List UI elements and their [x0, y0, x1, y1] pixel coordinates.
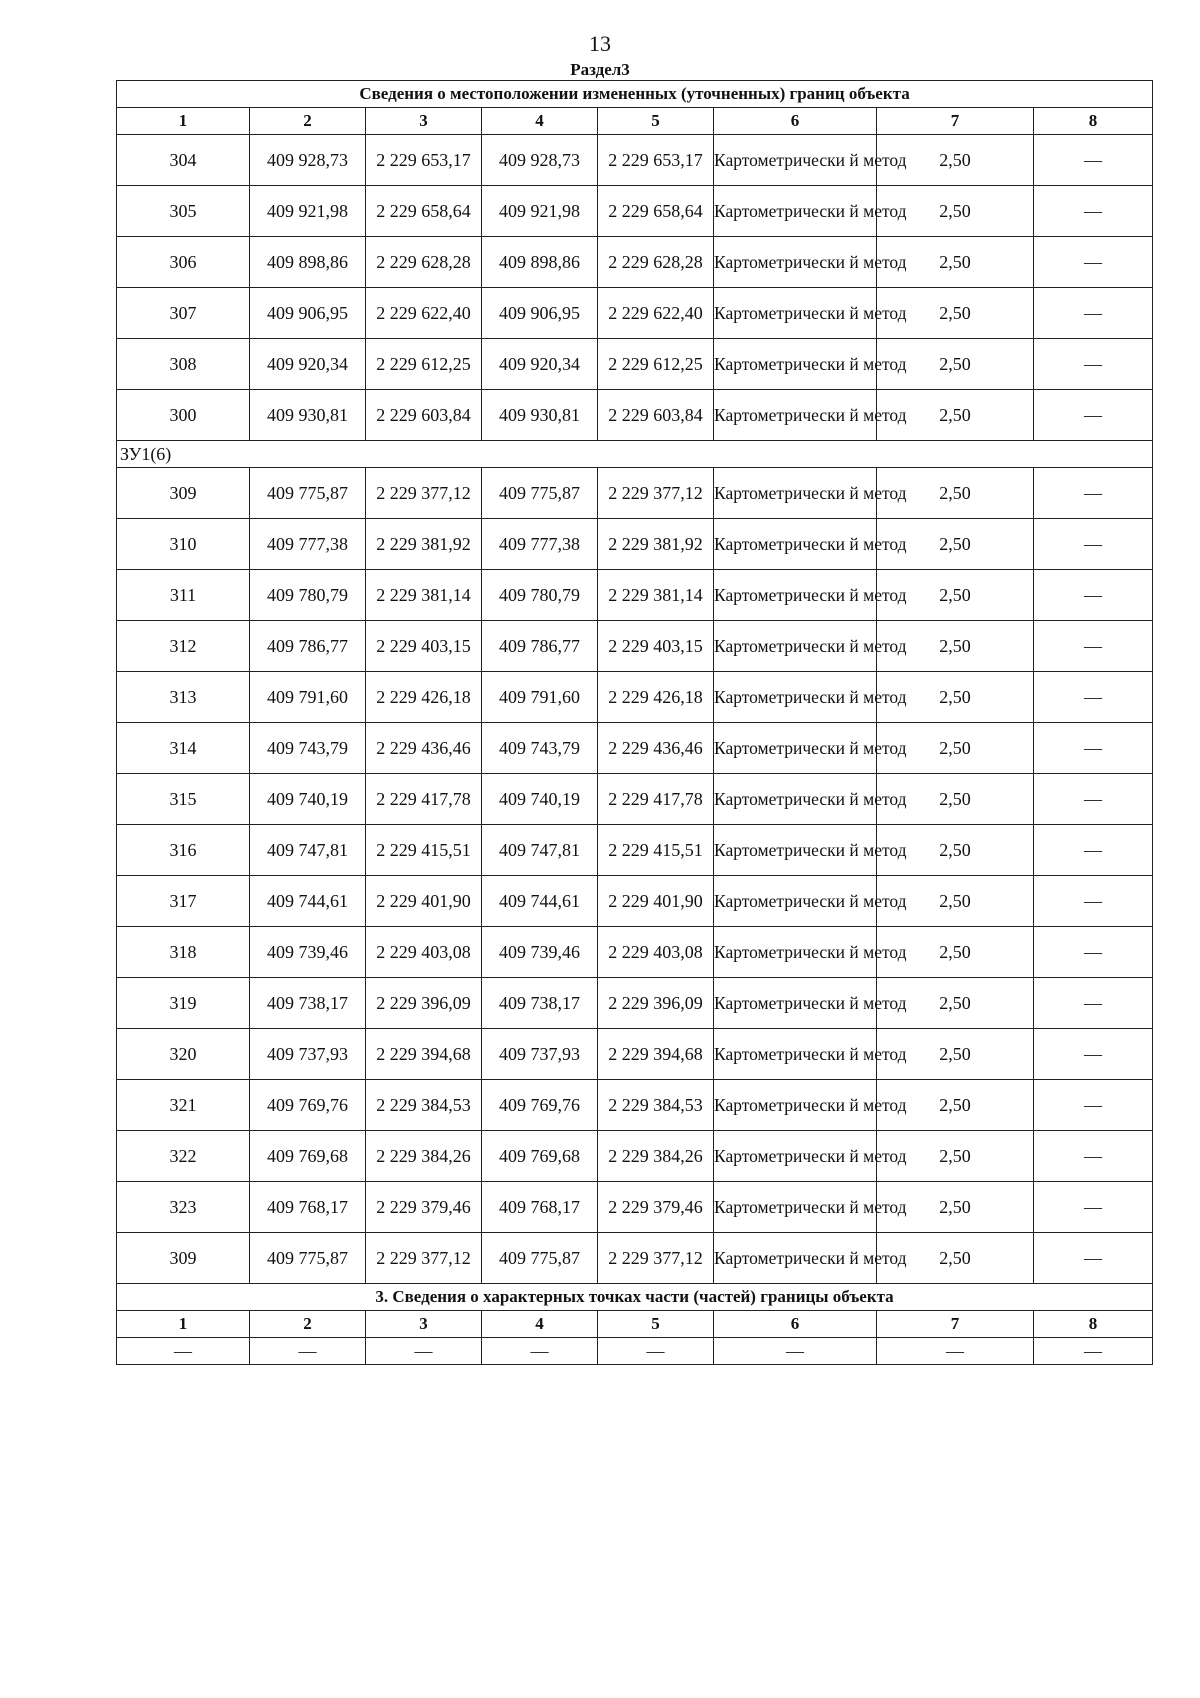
existing-y-cell: 2 229 436,46 — [366, 723, 482, 774]
point-number-cell: 308 — [117, 339, 250, 390]
method-cell: Картометрически й метод — [714, 570, 877, 621]
existing-x-cell: 409 768,17 — [250, 1182, 366, 1233]
description-cell: — — [1034, 570, 1153, 621]
table-row — [117, 186, 1153, 237]
description-cell: — — [1034, 927, 1153, 978]
new-x-cell: 409 744,61 — [482, 876, 598, 927]
point-number-cell: 300 — [117, 390, 250, 441]
description-cell: — — [1034, 390, 1153, 441]
existing-y-cell: 2 229 377,12 — [366, 1233, 482, 1284]
description-cell: — — [1034, 1233, 1153, 1284]
new-x-cell: 409 777,38 — [482, 519, 598, 570]
existing-y-cell: 2 229 403,08 — [366, 927, 482, 978]
accuracy-cell: 2,50 — [877, 1131, 1034, 1182]
description-cell: — — [1034, 876, 1153, 927]
existing-x-cell: 409 906,95 — [250, 288, 366, 339]
table-row — [117, 1029, 1153, 1080]
existing-x-cell: 409 769,68 — [250, 1131, 366, 1182]
table3-column-header-7: 7 — [877, 1311, 1034, 1338]
description-cell: — — [1034, 135, 1153, 186]
new-x-cell: 409 898,86 — [482, 237, 598, 288]
description-cell: — — [1034, 825, 1153, 876]
table-row — [117, 390, 1153, 441]
new-x-cell: 409 769,76 — [482, 1080, 598, 1131]
point-number-cell: 309 — [117, 468, 250, 519]
table-row — [117, 135, 1153, 186]
description-cell: — — [1034, 1029, 1153, 1080]
column-header-5: 5 — [598, 108, 714, 135]
table3-existing-y-cell: — — [366, 1338, 482, 1365]
table3-title-row — [117, 1284, 1153, 1311]
accuracy-cell: 2,50 — [877, 1233, 1034, 1284]
new-y-cell: 2 229 658,64 — [598, 186, 714, 237]
method-cell: Картометрически й метод — [714, 1182, 877, 1233]
existing-x-cell: 409 921,98 — [250, 186, 366, 237]
table3-column-header-5: 5 — [598, 1311, 714, 1338]
new-x-cell: 409 780,79 — [482, 570, 598, 621]
existing-y-cell: 2 229 384,53 — [366, 1080, 482, 1131]
existing-x-cell: 409 740,19 — [250, 774, 366, 825]
table-row — [117, 825, 1153, 876]
new-x-cell: 409 747,81 — [482, 825, 598, 876]
existing-x-cell: 409 780,79 — [250, 570, 366, 621]
new-y-cell: 2 229 622,40 — [598, 288, 714, 339]
table3-method-cell: — — [714, 1338, 877, 1365]
accuracy-cell: 2,50 — [877, 825, 1034, 876]
existing-y-cell: 2 229 628,28 — [366, 237, 482, 288]
existing-y-cell: 2 229 377,12 — [366, 468, 482, 519]
new-x-cell: 409 738,17 — [482, 978, 598, 1029]
column-header-4: 4 — [482, 108, 598, 135]
new-x-cell: 409 920,34 — [482, 339, 598, 390]
description-cell: — — [1034, 621, 1153, 672]
accuracy-cell: 2,50 — [877, 723, 1034, 774]
description-cell: — — [1034, 1182, 1153, 1233]
point-number-cell: 316 — [117, 825, 250, 876]
point-number-cell: 310 — [117, 519, 250, 570]
existing-x-cell: 409 928,73 — [250, 135, 366, 186]
accuracy-cell: 2,50 — [877, 1080, 1034, 1131]
existing-y-cell: 2 229 381,92 — [366, 519, 482, 570]
existing-x-cell: 409 739,46 — [250, 927, 366, 978]
existing-x-cell: 409 744,61 — [250, 876, 366, 927]
table3-row — [117, 1338, 1153, 1365]
existing-x-cell: 409 737,93 — [250, 1029, 366, 1080]
method-cell: Картометрически й метод — [714, 825, 877, 876]
table3-existing-x-cell: — — [250, 1338, 366, 1365]
existing-x-cell: 409 920,34 — [250, 339, 366, 390]
description-cell: — — [1034, 339, 1153, 390]
point-number-cell: 307 — [117, 288, 250, 339]
accuracy-cell: 2,50 — [877, 978, 1034, 1029]
page-number: 13 — [589, 31, 611, 56]
existing-x-cell: 409 775,87 — [250, 468, 366, 519]
new-x-cell: 409 928,73 — [482, 135, 598, 186]
table-row — [117, 1080, 1153, 1131]
new-y-cell: 2 229 394,68 — [598, 1029, 714, 1080]
existing-y-cell: 2 229 379,46 — [366, 1182, 482, 1233]
description-cell: — — [1034, 237, 1153, 288]
table-title: Сведения о местоположении измененных (уточненных) границ объекта — [117, 81, 1153, 108]
column-header-row — [117, 108, 1153, 135]
description-cell: — — [1034, 774, 1153, 825]
description-cell: — — [1034, 1131, 1153, 1182]
point-number-cell: 312 — [117, 621, 250, 672]
accuracy-cell: 2,50 — [877, 774, 1034, 825]
table3-column-header-1: 1 — [117, 1311, 250, 1338]
table-row — [117, 927, 1153, 978]
table-row — [117, 288, 1153, 339]
accuracy-cell: 2,50 — [877, 570, 1034, 621]
existing-y-cell: 2 229 403,15 — [366, 621, 482, 672]
new-y-cell: 2 229 628,28 — [598, 237, 714, 288]
method-cell: Картометрически й метод — [714, 876, 877, 927]
accuracy-cell: 2,50 — [877, 621, 1034, 672]
new-y-cell: 2 229 426,18 — [598, 672, 714, 723]
existing-y-cell: 2 229 417,78 — [366, 774, 482, 825]
existing-y-cell: 2 229 603,84 — [366, 390, 482, 441]
new-x-cell: 409 740,19 — [482, 774, 598, 825]
new-y-cell: 2 229 415,51 — [598, 825, 714, 876]
description-cell: — — [1034, 288, 1153, 339]
boundary-table — [116, 80, 1153, 1365]
column-header-7: 7 — [877, 108, 1034, 135]
point-number-cell: 321 — [117, 1080, 250, 1131]
new-x-cell: 409 737,93 — [482, 1029, 598, 1080]
new-y-cell: 2 229 384,53 — [598, 1080, 714, 1131]
table3-accuracy-cell: — — [877, 1338, 1034, 1365]
method-cell: Картометрически й метод — [714, 723, 877, 774]
new-y-cell: 2 229 612,25 — [598, 339, 714, 390]
method-cell: Картометрически й метод — [714, 288, 877, 339]
table3-column-header-2: 2 — [250, 1311, 366, 1338]
new-x-cell: 409 906,95 — [482, 288, 598, 339]
existing-y-cell: 2 229 396,09 — [366, 978, 482, 1029]
method-cell: Картометрически й метод — [714, 390, 877, 441]
accuracy-cell: 2,50 — [877, 339, 1034, 390]
new-y-cell: 2 229 436,46 — [598, 723, 714, 774]
point-number-cell: 314 — [117, 723, 250, 774]
description-cell: — — [1034, 723, 1153, 774]
description-cell: — — [1034, 468, 1153, 519]
accuracy-cell: 2,50 — [877, 1029, 1034, 1080]
description-cell: — — [1034, 186, 1153, 237]
description-cell: — — [1034, 519, 1153, 570]
method-cell: Картометрически й метод — [714, 519, 877, 570]
accuracy-cell: 2,50 — [877, 876, 1034, 927]
table3-column-header-6: 6 — [714, 1311, 877, 1338]
new-x-cell: 409 775,87 — [482, 468, 598, 519]
existing-y-cell: 2 229 622,40 — [366, 288, 482, 339]
existing-y-cell: 2 229 426,18 — [366, 672, 482, 723]
table-title-row — [117, 81, 1153, 108]
existing-y-cell: 2 229 384,26 — [366, 1131, 482, 1182]
accuracy-cell: 2,50 — [877, 186, 1034, 237]
accuracy-cell: 2,50 — [877, 519, 1034, 570]
point-number-cell: 315 — [117, 774, 250, 825]
method-cell: Картометрически й метод — [714, 1233, 877, 1284]
table-row — [117, 1131, 1153, 1182]
method-cell: Картометрически й метод — [714, 339, 877, 390]
existing-x-cell: 409 747,81 — [250, 825, 366, 876]
table3-title: 3. Сведения о характерных точках части (частей) границы объекта — [117, 1284, 1153, 1311]
existing-x-cell: 409 898,86 — [250, 237, 366, 288]
point-number-cell: 320 — [117, 1029, 250, 1080]
existing-x-cell: 409 775,87 — [250, 1233, 366, 1284]
new-y-cell: 2 229 417,78 — [598, 774, 714, 825]
new-x-cell: 409 791,60 — [482, 672, 598, 723]
table3-header-row — [117, 1311, 1153, 1338]
description-cell: — — [1034, 978, 1153, 1029]
table-row — [117, 672, 1153, 723]
point-number-cell: 323 — [117, 1182, 250, 1233]
new-y-cell: 2 229 377,12 — [598, 1233, 714, 1284]
new-y-cell: 2 229 377,12 — [598, 468, 714, 519]
existing-y-cell: 2 229 381,14 — [366, 570, 482, 621]
table-row — [117, 978, 1153, 1029]
table-row — [117, 774, 1153, 825]
existing-x-cell: 409 743,79 — [250, 723, 366, 774]
new-y-cell: 2 229 379,46 — [598, 1182, 714, 1233]
point-number-cell: 322 — [117, 1131, 250, 1182]
accuracy-cell: 2,50 — [877, 390, 1034, 441]
accuracy-cell: 2,50 — [877, 135, 1034, 186]
description-cell: — — [1034, 1080, 1153, 1131]
accuracy-cell: 2,50 — [877, 1182, 1034, 1233]
new-y-cell: 2 229 401,90 — [598, 876, 714, 927]
table3-point-number-cell: — — [117, 1338, 250, 1365]
table3-description-cell: — — [1034, 1338, 1153, 1365]
method-cell: Картометрически й метод — [714, 468, 877, 519]
point-number-cell: 306 — [117, 237, 250, 288]
existing-y-cell: 2 229 653,17 — [366, 135, 482, 186]
table3-column-header-3: 3 — [366, 1311, 482, 1338]
table-row — [117, 1233, 1153, 1284]
new-y-cell: 2 229 403,15 — [598, 621, 714, 672]
method-cell: Картометрически й метод — [714, 1131, 877, 1182]
method-cell: Картометрически й метод — [714, 672, 877, 723]
table3-column-header-8: 8 — [1034, 1311, 1153, 1338]
point-number-cell: 305 — [117, 186, 250, 237]
new-x-cell: 409 769,68 — [482, 1131, 598, 1182]
new-x-cell: 409 768,17 — [482, 1182, 598, 1233]
existing-y-cell: 2 229 394,68 — [366, 1029, 482, 1080]
new-y-cell: 2 229 403,08 — [598, 927, 714, 978]
new-y-cell: 2 229 381,92 — [598, 519, 714, 570]
new-y-cell: 2 229 384,26 — [598, 1131, 714, 1182]
table3-new-y-cell: — — [598, 1338, 714, 1365]
point-number-cell: 304 — [117, 135, 250, 186]
column-header-2: 2 — [250, 108, 366, 135]
method-cell: Картометрически й метод — [714, 621, 877, 672]
method-cell: Картометрически й метод — [714, 927, 877, 978]
accuracy-cell: 2,50 — [877, 927, 1034, 978]
table-row — [117, 723, 1153, 774]
point-number-cell: 309 — [117, 1233, 250, 1284]
method-cell: Картометрически й метод — [714, 135, 877, 186]
point-number-cell: 311 — [117, 570, 250, 621]
new-y-cell: 2 229 381,14 — [598, 570, 714, 621]
accuracy-cell: 2,50 — [877, 672, 1034, 723]
existing-x-cell: 409 777,38 — [250, 519, 366, 570]
method-cell: Картометрически й метод — [714, 978, 877, 1029]
existing-x-cell: 409 738,17 — [250, 978, 366, 1029]
column-header-6: 6 — [714, 108, 877, 135]
description-cell: — — [1034, 672, 1153, 723]
point-number-cell: 318 — [117, 927, 250, 978]
new-y-cell: 2 229 653,17 — [598, 135, 714, 186]
new-x-cell: 409 786,77 — [482, 621, 598, 672]
point-number-cell: 319 — [117, 978, 250, 1029]
table3-column-header-4: 4 — [482, 1311, 598, 1338]
table-row — [117, 621, 1153, 672]
table-row — [117, 339, 1153, 390]
table-row — [117, 1182, 1153, 1233]
new-x-cell: 409 921,98 — [482, 186, 598, 237]
existing-x-cell: 409 769,76 — [250, 1080, 366, 1131]
new-x-cell: 409 739,46 — [482, 927, 598, 978]
table-row — [117, 876, 1153, 927]
method-cell: Картометрически й метод — [714, 237, 877, 288]
method-cell: Картометрически й метод — [714, 1080, 877, 1131]
point-number-cell: 313 — [117, 672, 250, 723]
existing-y-cell: 2 229 415,51 — [366, 825, 482, 876]
new-x-cell: 409 775,87 — [482, 1233, 598, 1284]
existing-x-cell: 409 786,77 — [250, 621, 366, 672]
method-cell: Картометрически й метод — [714, 1029, 877, 1080]
new-x-cell: 409 743,79 — [482, 723, 598, 774]
new-x-cell: 409 930,81 — [482, 390, 598, 441]
table3-new-x-cell: — — [482, 1338, 598, 1365]
column-header-1: 1 — [117, 108, 250, 135]
table-row — [117, 237, 1153, 288]
column-header-8: 8 — [1034, 108, 1153, 135]
existing-x-cell: 409 791,60 — [250, 672, 366, 723]
existing-y-cell: 2 229 401,90 — [366, 876, 482, 927]
table-row — [117, 519, 1153, 570]
column-header-3: 3 — [366, 108, 482, 135]
new-y-cell: 2 229 396,09 — [598, 978, 714, 1029]
table-row — [117, 468, 1153, 519]
section-title: Раздел3 — [570, 60, 630, 79]
new-y-cell: 2 229 603,84 — [598, 390, 714, 441]
existing-x-cell: 409 930,81 — [250, 390, 366, 441]
method-cell: Картометрически й метод — [714, 186, 877, 237]
existing-y-cell: 2 229 612,25 — [366, 339, 482, 390]
method-cell: Картометрически й метод — [714, 774, 877, 825]
point-number-cell: 317 — [117, 876, 250, 927]
table-row — [117, 570, 1153, 621]
group-label-row — [117, 441, 1153, 468]
existing-y-cell: 2 229 658,64 — [366, 186, 482, 237]
accuracy-cell: 2,50 — [877, 468, 1034, 519]
group-label: ЗУ1(6) — [117, 441, 1153, 468]
accuracy-cell: 2,50 — [877, 237, 1034, 288]
accuracy-cell: 2,50 — [877, 288, 1034, 339]
